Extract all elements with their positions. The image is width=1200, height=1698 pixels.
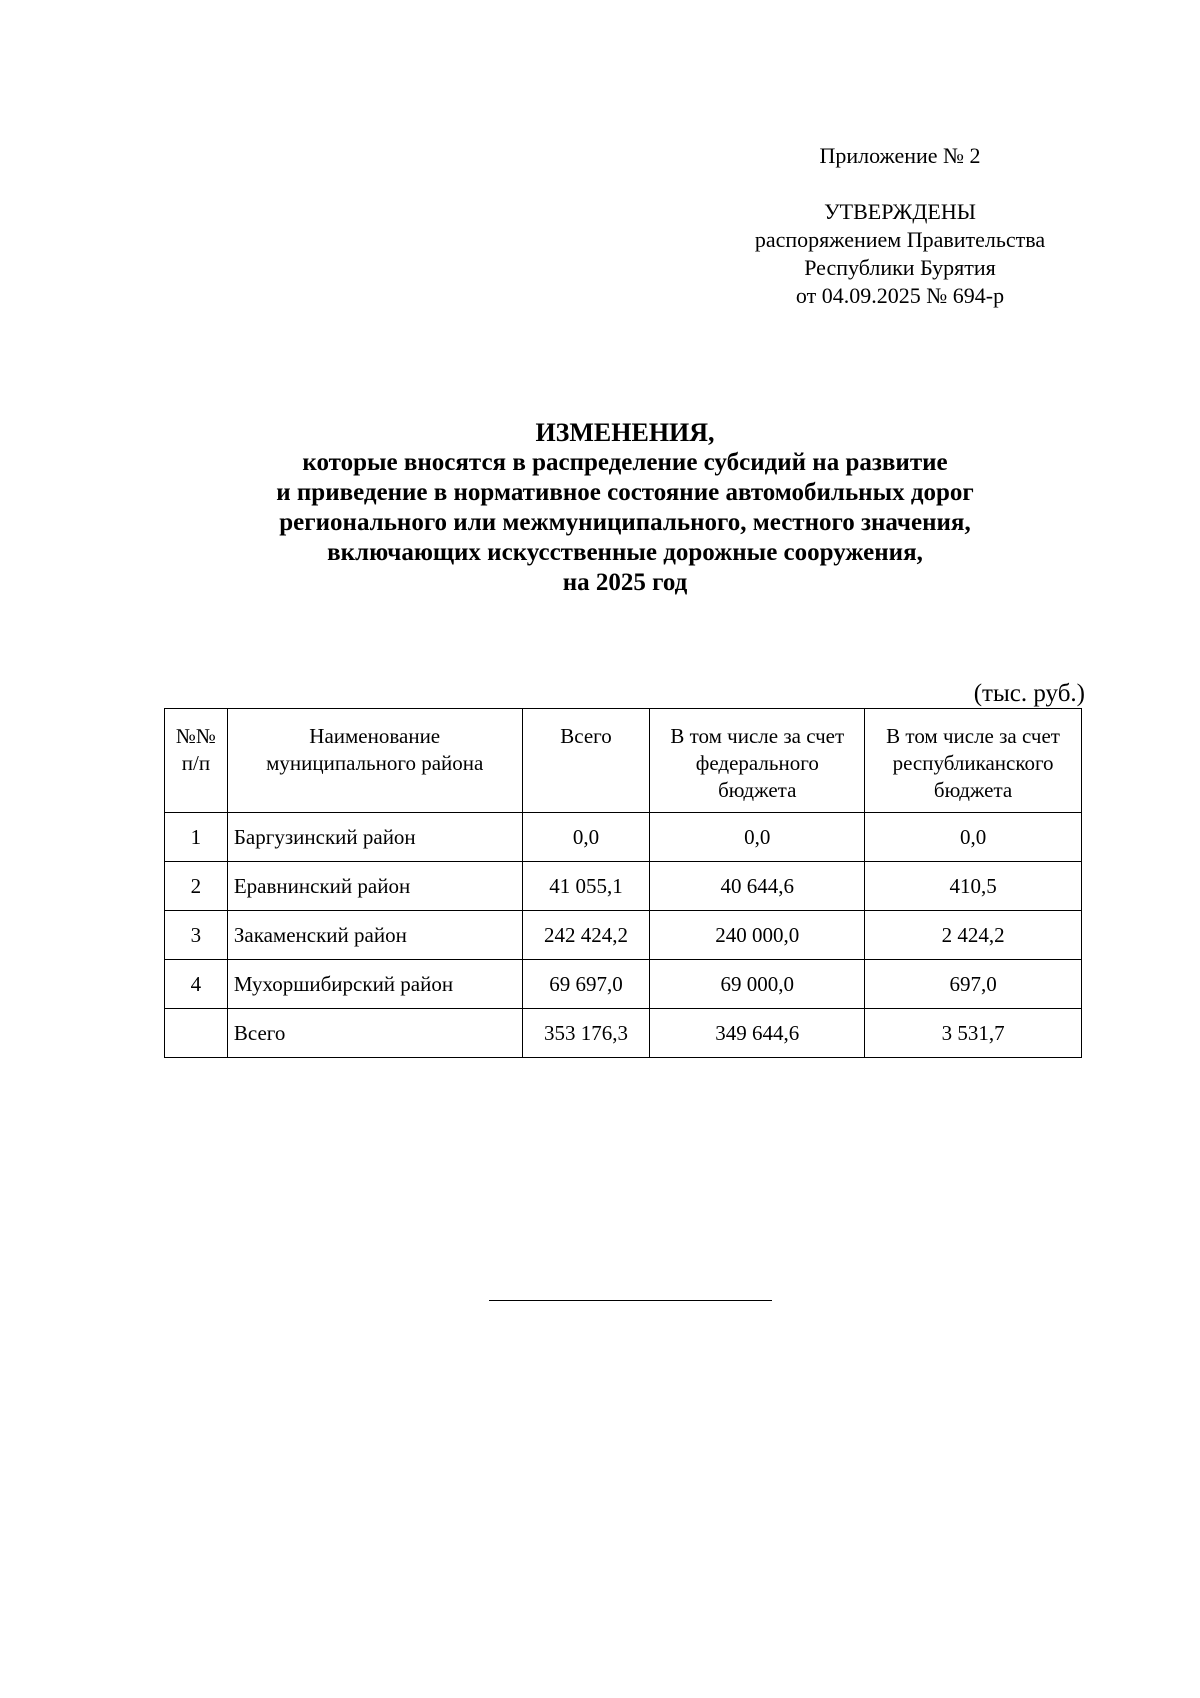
republican-value: 0,0 [865,813,1082,862]
title-heading: ИЗМЕНЕНИЯ, [535,418,715,447]
federal-value: 0,0 [650,813,865,862]
closing-divider [489,1300,772,1301]
total-value: 0,0 [522,813,650,862]
total-label: Всего [227,1009,522,1058]
federal-value: 69 000,0 [650,960,865,1009]
republican-value: 3 531,7 [865,1009,1082,1058]
row-number [165,1009,228,1058]
approval-line: от 04.09.2025 № 694-р [795,283,1005,308]
table-header-row [165,709,1082,813]
subsidy-table [164,708,1082,1058]
republican-value: 2 424,2 [865,911,1082,960]
total-value: 242 424,2 [522,911,650,960]
row-number: 4 [165,960,228,1009]
title-line: и приведение в нормативное состояние автомобильных дорог [276,479,974,506]
title-line: включающих искусственные дорожные сооружения, [327,539,923,566]
district-name: Баргузинский район [227,813,522,862]
row-number: 1 [165,813,228,862]
republican-value: 697,0 [865,960,1082,1009]
table-row [165,960,1082,1009]
title-line: регионального или межмуниципального, местного значения, [279,509,971,536]
row-number: 2 [165,862,228,911]
table-row [165,862,1082,911]
district-name: Еравнинский район [227,862,522,911]
title-line: которые вносятся в распределение субсидий на развитие [302,449,948,476]
column-header-republican: В том числе за счет республиканского бюджета [865,709,1082,813]
row-number: 3 [165,911,228,960]
total-value: 41 055,1 [522,862,650,911]
table-total-row [165,1009,1082,1058]
federal-value: 240 000,0 [650,911,865,960]
federal-value: 349 644,6 [650,1009,865,1058]
total-value: 353 176,3 [522,1009,650,1058]
approval-line: УТВЕРЖДЕНЫ [824,199,976,224]
approval-line: Республики Бурятия [804,255,996,280]
column-header-district: Наименование муниципального района [227,709,522,813]
approval-block [700,198,1100,310]
title-line: на 2025 год [562,569,688,596]
document-title [100,418,1150,598]
column-header-total: Всего [522,709,650,813]
table-row [165,813,1082,862]
district-name: Закаменский район [227,911,522,960]
units-label: (тыс. руб.) [973,680,1085,707]
column-header-federal: В том числе за счет федерального бюджета [650,709,865,813]
column-header-number: №№ п/п [165,709,228,813]
attachment-label: Приложение № 2 [819,143,981,168]
total-value: 69 697,0 [522,960,650,1009]
table-row [165,911,1082,960]
district-name: Мухоршибирский район [227,960,522,1009]
federal-value: 40 644,6 [650,862,865,911]
republican-value: 410,5 [865,862,1082,911]
approval-line: распоряжением Правительства [754,227,1046,252]
